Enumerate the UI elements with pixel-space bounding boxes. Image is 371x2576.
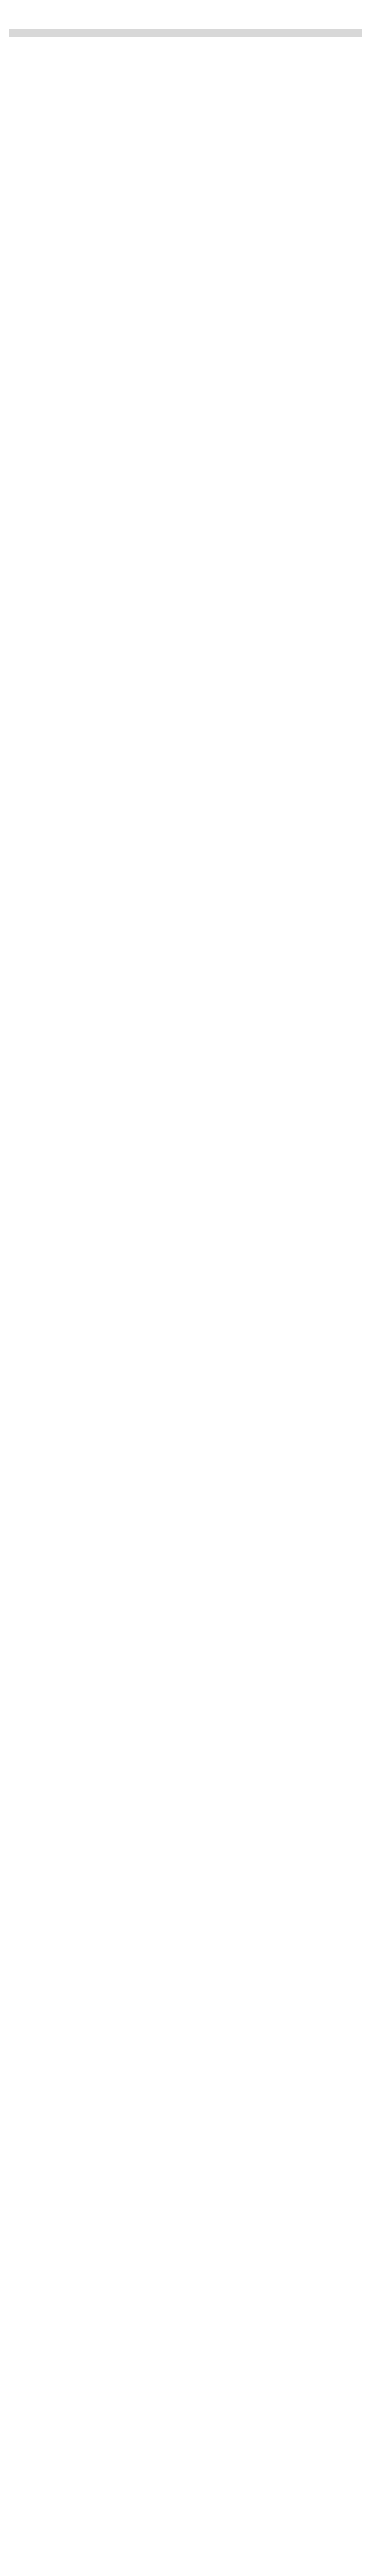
page-title bbox=[9, 29, 362, 37]
